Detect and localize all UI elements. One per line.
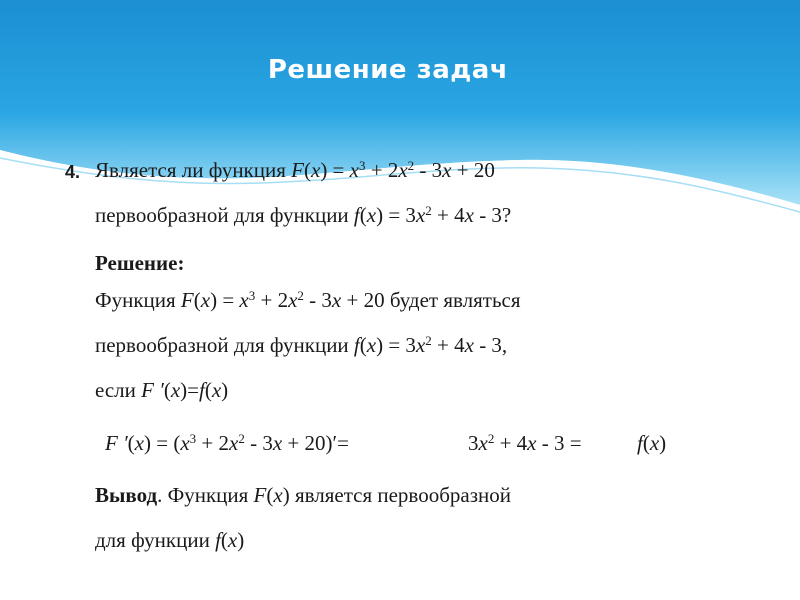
conclusion-line-2: для функции f(x): [95, 528, 245, 552]
derivative-rhs: f(x): [637, 431, 667, 455]
problem-number: 4.: [65, 162, 81, 182]
slide-title: Решение задач: [267, 55, 509, 85]
problem-line-1: Является ли функция $F(x) = x^3 + 2x^2 - 3x + 20$: [95, 158, 495, 182]
solution-line-1: Функция $F(x) = x^3 + 2x^2 - 3x + 20$ будет являться: [95, 288, 521, 312]
solution-label: Решение:: [95, 251, 185, 275]
derivative-lhs: F $'(x) = (x^3 + 2x^2 - 3x + 20)'=$: [105, 431, 349, 455]
conclusion-label: Вывод: [95, 483, 158, 507]
derivative-mid: $3x^2 + 4x - 3$ =: [468, 431, 582, 455]
solution-line-2: первообразной для функции $f(x) = 3x^2 + 4x - 3$,: [95, 333, 508, 357]
problem-line-2: первообразной для функции $f(x) = 3x^2 + 4x - 3$?: [95, 203, 512, 227]
solution-line-3: если F ′(x)=f(x): [95, 378, 229, 402]
conclusion-line-1: Вывод. Функция F(x) является первообразной: [95, 483, 511, 507]
